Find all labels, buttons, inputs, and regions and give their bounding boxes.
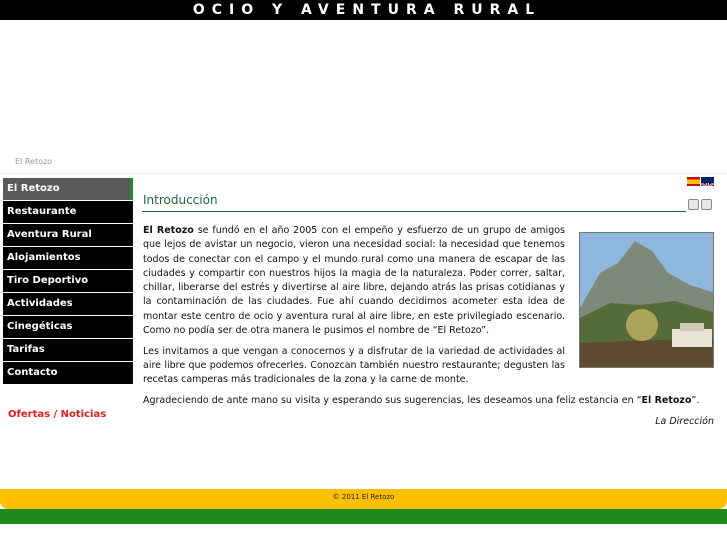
copyright: © 2011 El Retozo [332, 493, 395, 501]
landscape-photo [579, 232, 714, 368]
nav-item-alojamientos[interactable]: Alojamientos [3, 247, 133, 269]
thanks-text: Agradeciendo de ante mano su visita y esperando sus sugerencias, les deseamos una feliz estancia en “ [143, 395, 642, 407]
site-header [0, 0, 727, 20]
intro-text: se fundó en el año 2005 con el empeño y esfuerzo de un grupo de amigos que lejos de avistar un negocio, vieron una necesidad social: la necesidad que tenemos todos de conectar con el campo y el mundo rural como una manera de escapar de las ciudades y compartir con nuestros hijos la magia de la naturaleza. Poder correr, saltar, chillar, liberarse del estrés y divertirse al aire libre, dejando atrás las prisas cotidianas y la contaminación de las ciudades. Fue ahí cuando decidimos acometer esta idea de montar este centro de ocio y aventura rural al aire libre, en este privilegiado escenario. Como no podía ser de otra manera le pusimos el nombre de “El Retozo”. [143, 225, 565, 337]
nav-item-aventura-rural[interactable]: Aventura Rural [3, 224, 133, 246]
brand-name: El Retozo [143, 225, 194, 236]
breadcrumb[interactable]: El Retozo [15, 157, 53, 166]
sidebar-nav [3, 178, 133, 385]
print-icon[interactable] [688, 199, 699, 210]
thanks-end: ”. [691, 395, 700, 407]
nav-item-restaurante[interactable]: Restaurante [3, 201, 133, 223]
page-title: Introducción [143, 193, 218, 207]
english-flag-icon[interactable] [701, 177, 714, 186]
footer-band [0, 509, 727, 524]
nav-item-cinegeticas[interactable]: Cinegéticas [3, 316, 133, 338]
nav-item-contacto[interactable]: Contacto [3, 362, 133, 384]
nav-item-el-retozo[interactable]: El Retozo [3, 178, 133, 200]
thanks-paragraph [143, 394, 714, 408]
site-tagline: OCIO Y AVENTURA RURAL [192, 2, 542, 18]
title-divider [142, 211, 686, 212]
spanish-flag-icon[interactable] [687, 177, 700, 186]
nav-item-tiro-deportivo[interactable]: Tiro Deportivo [3, 270, 133, 292]
footer [0, 489, 727, 509]
nav-item-actividades[interactable]: Actividades [3, 293, 133, 315]
language-selector [686, 177, 714, 196]
article-body [143, 224, 714, 429]
invitation-paragraph: Les invitamos a que vengan a conocernos y a disfrutar de la variedad de actividades al aire libre que podemos ofrecerles. Conozcan también nuestro restaurante; degusten las recetas camperas más tradicionales de la zona y la carne de monte. [143, 345, 565, 386]
brand-name-closing: El Retozo [641, 395, 692, 407]
nav-item-tarifas[interactable]: Tarifas [3, 339, 133, 361]
email-icon[interactable] [701, 199, 712, 210]
page-tools [688, 195, 714, 214]
signature: La Dirección [655, 416, 714, 428]
offers-news-link[interactable]: Ofertas / Noticias [8, 409, 107, 420]
breadcrumb-divider [0, 173, 727, 174]
